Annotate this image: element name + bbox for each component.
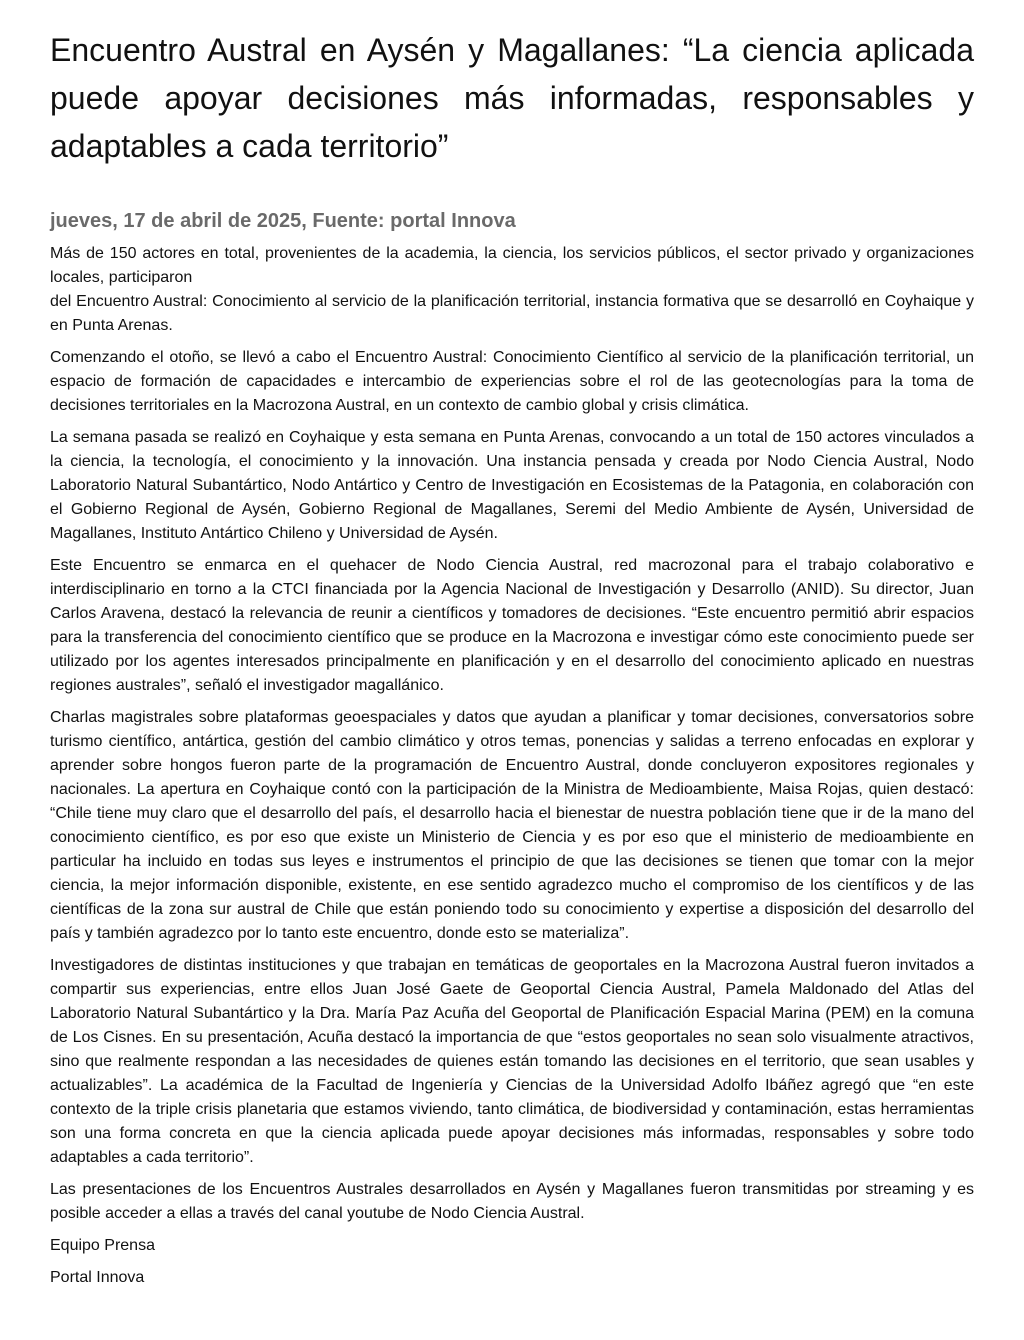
article-date-source: jueves, 17 de abril de 2025, Fuente: portal Innova — [50, 210, 516, 232]
paragraph-4: Charlas magistrales sobre plataformas geoespaciales y datos que ayudan a planificar y tomar decisiones, conversatorios sobre turismo científico, antártica, gestión del cambio climático y otros temas, ponencias y salidas a terreno enfocadas en explorar y aprender sobre hongos fueron parte de la programación de Encuentro Austral, donde concluyeron expositores regionales y nacionales. La apertura en Coyhaique contó con la participación de la Ministra de Medioambiente, Maisa Rojas, quien destacó: “Chile tiene muy claro que el desarrollo del país, el desarrollo hacia el bienestar de nuestra población tiene que ir de la mano del conocimiento científico, es por eso que existe un Ministerio de Ciencia y es por eso que el ministerio de medioambiente en particular ha incluido en todas sus leyes e instrumentos el principio de que las decisiones se tienen que tomar con la mejor ciencia, la mejor información disponible, existente, en ese sentido agradezco mucho el compromiso de los científicos y de las científicas de la zona sur austral de Chile que están poniendo todo su conocimiento y expertise a disposición del desarrollo del país y también agradezco por lo tanto este encuentro, donde esto se materializa”. — [50, 709, 974, 942]
signature-team: Equipo Prensa — [50, 1237, 155, 1254]
intro-line-1: Más de 150 actores en total, provenientes de la academia, la ciencia, los servicios públicos, el sector privado y organizaciones locales, participaron — [50, 245, 974, 286]
paragraph-5: Investigadores de distintas instituciones y que trabajan en temáticas de geoportales en la Macrozona Austral fueron invitados a compartir sus experiencias, entre ellos Juan José Gaete de Geoportal Ciencia Austral, Pamela Maldonado del Atlas del Laboratorio Natural Subantártico y la Dra. María Paz Acuña del Geoportal de Planificación Espacial Marina (PEM) en la comuna de Los Cisnes. En su presentación, Acuña destacó la importancia de que “estos geoportales no sean solo visualmente atractivos, sino que realmente respondan a las necesidades de quienes están tomando las decisiones en el territorio, que sean usables y actualizables”. La académica de la Facultad de Ingeniería y Ciencias de la Universidad Adolfo Ibáñez agregó que “en este contexto de la triple crisis planetaria que estamos viviendo, tanto climática, de biodiversidad y contaminación, estas herramientas son una forma concreta en que la ciencia aplicada puede apoyar decisiones más informadas, responsables y sobre todo adaptables a cada territorio”. — [50, 957, 974, 1166]
intro-line-2: del Encuentro Austral: Conocimiento al servicio de la planificación territorial, instancia formativa que se desarrolló en Coyhaique y en Punta Arenas. — [50, 293, 974, 334]
article-title: Encuentro Austral en Aysén y Magallanes: “La ciencia aplicada puede apoyar decisiones más informadas, responsables y adaptables a cada territorio” — [50, 32, 974, 164]
signature-portal: Portal Innova — [50, 1269, 145, 1286]
paragraph-6: Las presentaciones de los Encuentros Australes desarrollados en Aysén y Magallanes fueron transmitidas por streaming y es posible acceder a ellas a través del canal youtube de Nodo Ciencia Austral. — [50, 1181, 974, 1222]
intro-paragraph — [50, 242, 974, 338]
paragraph-1: Comenzando el otoño, se llevó a cabo el Encuentro Austral: Conocimiento Científico al servicio de la planificación territorial, un espacio de formación de capacidades e intercambio de experiencias sobre el rol de las geotecnologías para la toma de decisiones territoriales en la Macrozona Austral, en un contexto de cambio global y crisis climática. — [50, 349, 974, 414]
article-body — [50, 242, 974, 1290]
paragraph-2: La semana pasada se realizó en Coyhaique y esta semana en Punta Arenas, convocando a un total de 150 actores vinculados a la ciencia, la tecnología, el conocimiento y la innovación. Una instancia pensada y creada por Nodo Ciencia Austral, Nodo Laboratorio Natural Subantártico, Nodo Antártico y Centro de Investigación en Ecosistemas de la Patagonia, en colaboración con el Gobierno Regional de Aysén, Gobierno Regional de Magallanes, Seremi del Medio Ambiente de Aysén, Universidad de Magallanes, Instituto Antártico Chileno y Universidad de Aysén. — [50, 429, 974, 542]
paragraph-3: Este Encuentro se enmarca en el quehacer de Nodo Ciencia Austral, red macrozonal para el trabajo colaborativo e interdisciplinario en torno a la CTCI financiada por la Agencia Nacional de Investigación y Desarrollo (ANID). Su director, Juan Carlos Aravena, destacó la relevancia de reunir a científicos y tomadores de decisiones. “Este encuentro permitió abrir espacios para la transferencia del conocimiento científico que se produce en la Macrozona e investigar cómo este conocimiento puede ser utilizado por los agentes interesados principalmente en planificación y en el desarrollo del conocimiento aplicado en nuestras regiones australes”, señaló el investigador magallánico. — [50, 557, 974, 694]
